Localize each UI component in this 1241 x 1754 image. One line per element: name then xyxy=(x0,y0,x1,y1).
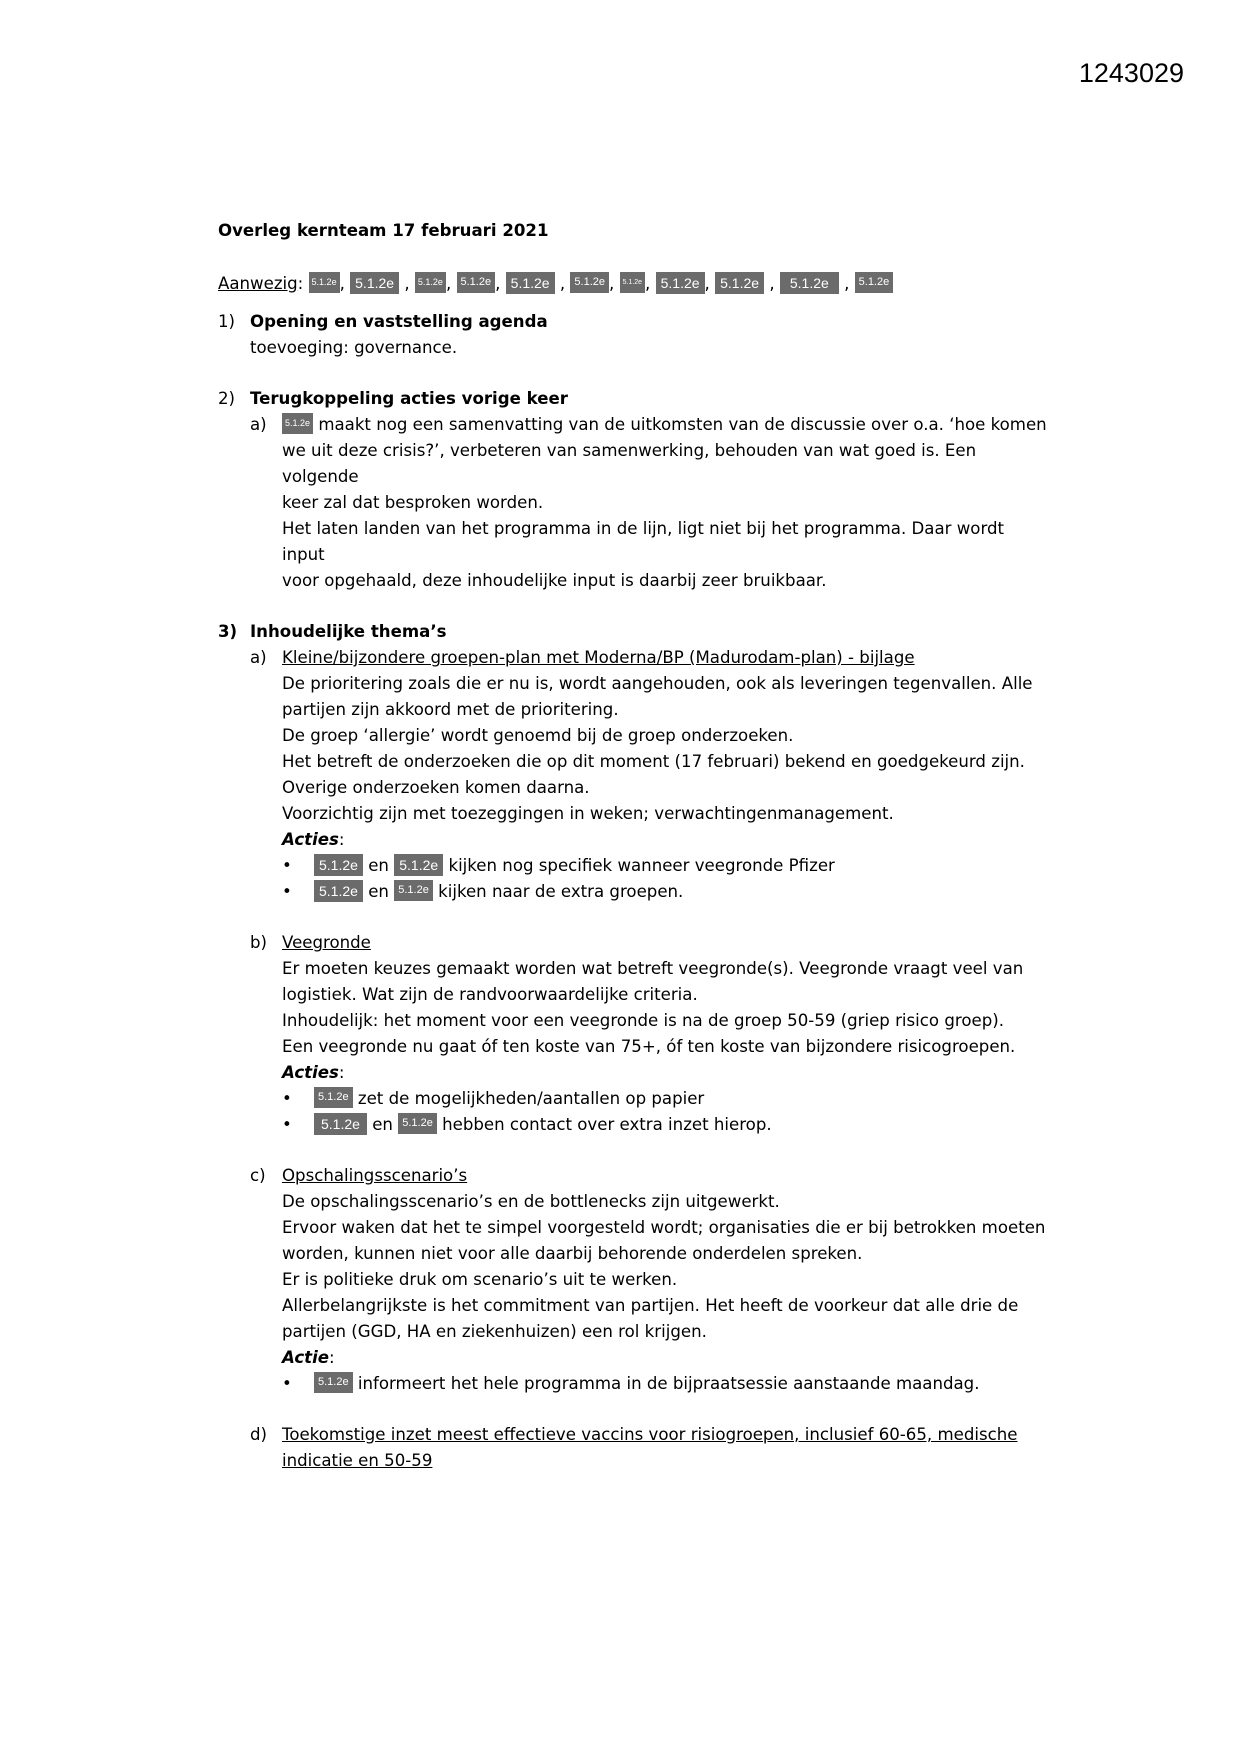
redaction-box: 5.1.2e xyxy=(282,413,313,434)
redaction-box: 5.1.2e xyxy=(415,272,446,293)
section-3 xyxy=(218,619,1048,645)
subsection-heading: Kleine/bijzondere groepen-plan met Moderna/BP (Madurodam-plan) - bijlage xyxy=(282,648,915,667)
attendees-label: Aanwezig xyxy=(218,274,298,293)
document-id: 1243029 xyxy=(1078,58,1184,88)
subsection-label: d) xyxy=(250,1425,268,1444)
actions-label: Acties: xyxy=(282,830,345,849)
subsection-3c xyxy=(218,1163,1048,1371)
subsection-3b xyxy=(218,930,1048,1086)
subsection-3a xyxy=(218,645,1048,853)
redaction-box: 5.1.2e xyxy=(506,272,555,294)
subsection-label: a) xyxy=(250,648,267,667)
paragraph-line: Er is politieke druk om scenario’s uit te werken. xyxy=(282,1270,678,1289)
redaction-box: 5.1.2e xyxy=(394,880,433,901)
paragraph-line: partijen (GGD, HA en ziekenhuizen) een rol krijgen. xyxy=(282,1322,707,1341)
paragraph-line: we uit deze crisis?’, verbeteren van samenwerking, behouden van wat goed is. Een volgende xyxy=(282,441,977,486)
paragraph-line: logistiek. Wat zijn de randvoorwaardelijke criteria. xyxy=(282,985,698,1004)
redaction-box: 5.1.2e xyxy=(314,854,363,876)
paragraph-line: Het laten landen van het programma in de lijn, ligt niet bij het programma. Daar wordt input xyxy=(282,519,1005,564)
redaction-box: 5.1.2e xyxy=(855,272,894,293)
bullet-icon: • xyxy=(282,856,292,875)
text-span: maakt nog een samenvatting van de uitkomsten van de discussie over o.a. ‘hoe komen xyxy=(318,415,1047,434)
redaction-box: 5.1.2e xyxy=(314,1087,353,1108)
paragraph-line: keer zal dat besproken worden. xyxy=(282,493,544,512)
redaction-box: 5.1.2e xyxy=(394,854,443,876)
text-span: en xyxy=(372,1115,393,1134)
action-item xyxy=(218,1086,1048,1112)
section-text: toevoeging: governance. xyxy=(250,338,458,357)
paragraph-line: Het betreft de onderzoeken die op dit moment (17 februari) bekend en goedgekeurd zijn. xyxy=(282,752,1025,771)
text-span: hebben contact over extra inzet hierop. xyxy=(442,1115,772,1134)
text-span: zet de mogelijkheden/aantallen op papier xyxy=(357,1089,705,1108)
paragraph-line: partijen zijn akkoord met de prioritering. xyxy=(282,700,619,719)
paragraph-line: Inhoudelijk: het moment voor een veegronde is na de groep 50-59 (griep risico groep). xyxy=(282,1011,1004,1030)
section-heading: Opening en vaststelling agenda xyxy=(250,312,548,331)
section-1 xyxy=(218,309,1048,361)
redaction-box: 5.1.2e xyxy=(656,272,705,294)
bullet-icon: • xyxy=(282,1089,292,1108)
redaction-box: 5.1.2e xyxy=(350,272,399,294)
subsection-label: b) xyxy=(250,933,268,952)
paragraph-line xyxy=(282,412,1048,438)
document-body xyxy=(218,218,1048,1474)
subsection-label: a) xyxy=(250,415,267,434)
action-item xyxy=(218,1371,1048,1397)
text-span: en xyxy=(368,856,389,875)
section-2 xyxy=(218,386,1048,412)
subsection-heading: indicatie en 50-59 xyxy=(282,1451,433,1470)
redaction-box: 5.1.2e xyxy=(309,272,340,293)
redaction-box: 5.1.2e xyxy=(314,880,363,902)
text-span: informeert het hele programma in de bijpraatsessie aanstaande maandag. xyxy=(357,1374,980,1393)
paragraph-line: De opschalingsscenario’s en de bottlenecks zijn uitgewerkt. xyxy=(282,1192,780,1211)
action-item xyxy=(218,1112,1048,1138)
actions-label: Acties: xyxy=(282,1063,345,1082)
actions-label: Actie: xyxy=(282,1348,335,1367)
actions-label-text: Actie xyxy=(282,1348,330,1367)
section-heading: Inhoudelijke thema’s xyxy=(250,622,447,641)
section-number: 2) xyxy=(218,389,236,408)
redaction-box: 5.1.2e xyxy=(780,272,839,294)
action-item xyxy=(218,853,1048,879)
paragraph-line: De groep ‘allergie’ wordt genoemd bij de groep onderzoeken. xyxy=(282,726,794,745)
paragraph-line: Allerbelangrijkste is het commitment van partijen. Het heeft de voorkeur dat alle drie de xyxy=(282,1296,1019,1315)
paragraph-line: De prioritering zoals die er nu is, wordt aangehouden, ook als leveringen tegenvallen. Alle xyxy=(282,674,1033,693)
redaction-box: 5.1.2e xyxy=(620,272,645,293)
section-number: 3) xyxy=(218,622,238,641)
actions-label-text: Acties xyxy=(282,830,339,849)
redaction-box: 5.1.2e xyxy=(570,272,609,293)
paragraph-line: Voorzichtig zijn met toezeggingen in weken; verwachtingenmanagement. xyxy=(282,804,894,823)
attendees-line: Aanwezig: 5.1.2e , 5.1.2e , 5.1.2e , 5.1.2e , 5.1.2e , 5.1.2e , 5.1.2e , 5.1.2e , 5.1.2e , 5.1.2e , 5.1.2e xyxy=(218,271,1048,297)
paragraph-line: Er moeten keuzes gemaakt worden wat betreft veegronde(s). Veegronde vraagt veel van xyxy=(282,959,1024,978)
subsection-heading: Veegronde xyxy=(282,933,371,952)
text-span: kijken nog specifiek wanneer veegronde Pfizer xyxy=(448,856,835,875)
bullet-icon: • xyxy=(282,1374,292,1393)
paragraph-line: worden, kunnen niet voor alle daarbij behorende onderdelen spreken. xyxy=(282,1244,863,1263)
paragraph-line: Overige onderzoeken komen daarna. xyxy=(282,778,590,797)
paragraph-line: Ervoor waken dat het te simpel voorgesteld wordt; organisaties die er bij betrokken moeten xyxy=(282,1218,1046,1237)
subsection-heading: Toekomstige inzet meest effectieve vaccins voor risiogroepen, inclusief 60-65, medische xyxy=(282,1425,1018,1444)
redaction-box: 5.1.2e xyxy=(314,1372,353,1393)
subsection-2a xyxy=(218,412,1048,594)
redaction-box: 5.1.2e xyxy=(715,272,764,294)
text-span: en xyxy=(368,882,389,901)
section-heading: Terugkoppeling acties vorige keer xyxy=(250,389,568,408)
redaction-box: 5.1.2e xyxy=(398,1113,437,1134)
redaction-box: 5.1.2e xyxy=(314,1113,367,1135)
subsection-label: c) xyxy=(250,1166,266,1185)
document-title: Overleg kernteam 17 februari 2021 xyxy=(218,221,549,240)
bullet-icon: • xyxy=(282,882,292,901)
bullet-icon: • xyxy=(282,1115,292,1134)
text-span: kijken naar de extra groepen. xyxy=(438,882,684,901)
subsection-3d xyxy=(218,1422,1048,1474)
action-item xyxy=(218,879,1048,905)
redaction-box: 5.1.2e xyxy=(457,272,496,293)
paragraph-line: voor opgehaald, deze inhoudelijke input is daarbij zeer bruikbaar. xyxy=(282,571,827,590)
subsection-heading: Opschalingsscenario’s xyxy=(282,1166,468,1185)
section-number: 1) xyxy=(218,312,236,331)
paragraph-line: Een veegronde nu gaat óf ten koste van 75+, óf ten koste van bijzondere risicogroepen. xyxy=(282,1037,1016,1056)
actions-label-text: Acties xyxy=(282,1063,339,1082)
